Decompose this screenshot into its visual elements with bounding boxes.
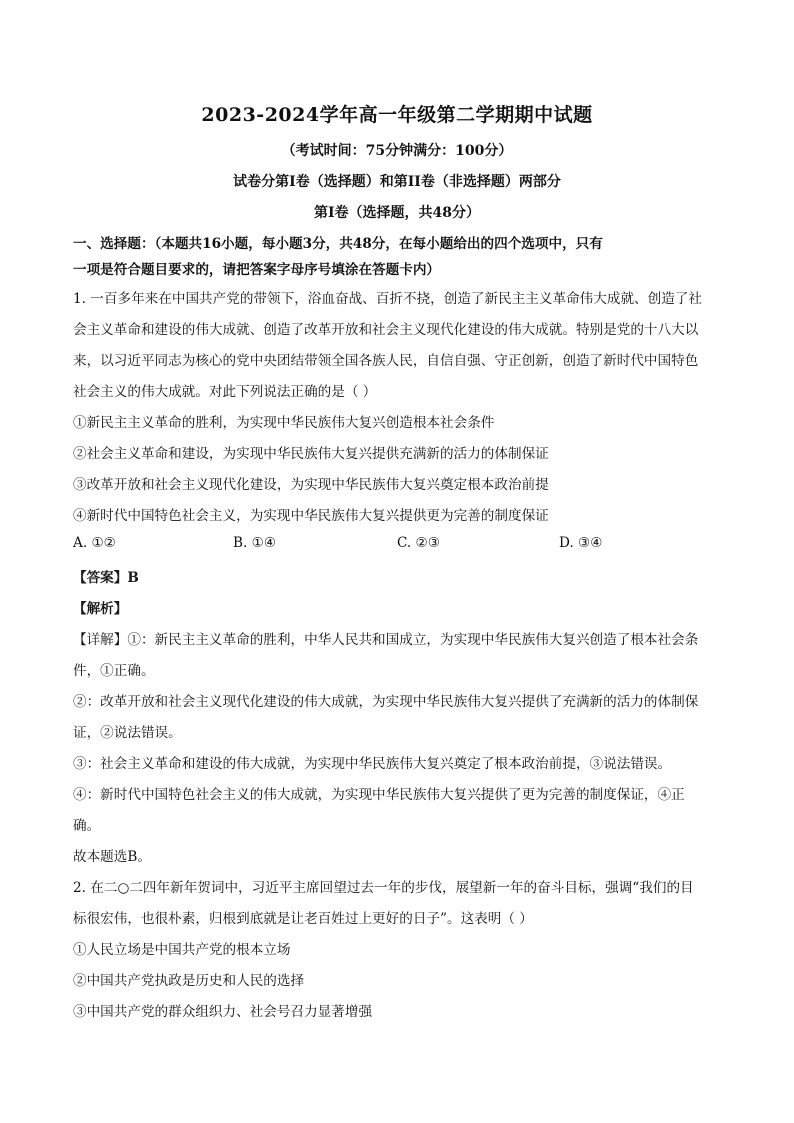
q1-option-c[interactable]: C. ②③ bbox=[397, 535, 440, 551]
q1-stem-line: 1. 一百多年来在中国共产党的带领下，浴血奋战、百折不挠，创造了新民主主义革命伟大成就、创造了社 bbox=[73, 291, 703, 307]
q1-stem-line: 会主义革命和建设的伟大成就、创造了改革开放和社会主义现代化建设的伟大成就。特别是党的十八大以 bbox=[73, 322, 699, 338]
q1-option-d[interactable]: D. ③④ bbox=[559, 535, 603, 551]
q1-statement-4: ④新时代中国特色社会主义，为实现中华民族伟大复兴提供更为完善的制度保证 bbox=[73, 508, 549, 524]
q1-analysis-label: 【解析】 bbox=[73, 601, 128, 617]
q2-statement-1: ①人民立场是中国共产党的根本立场 bbox=[73, 942, 291, 958]
q2-statement-2: ②中国共产党执政是历史和人民的选择 bbox=[73, 973, 305, 989]
q2-stem-line: 2. 在二○二四年新年贺词中，习近平主席回望过去一年的步伐，展望新一年的奋斗目标，强调“我们的目 bbox=[73, 880, 694, 896]
q1-answer: 【答案】B bbox=[73, 570, 139, 586]
q2-stem-line: 标很宏伟，也很朴素，归根到底就是让老百姓过上更好的日子”。这表明（ ） bbox=[73, 911, 533, 927]
q1-explanation-line: ③：社会主义革命和建设的伟大成就，为实现中华民族伟大复兴奠定了根本政治前提，③说法错误。 bbox=[73, 756, 672, 772]
q1-explanation-line: 证，②说法错误。 bbox=[73, 725, 182, 741]
q1-stem-line: 社会主义的伟大成就。对此下列说法正确的是（ ） bbox=[73, 384, 377, 400]
q1-explanation-line: 件，①正确。 bbox=[73, 663, 155, 679]
q1-statement-2: ②社会主义革命和建设，为实现中华民族伟大复兴提供充满新的活力的体制保证 bbox=[73, 446, 549, 462]
q1-explanation-line: ④：新时代中国特色社会主义的伟大成就，为实现中华民族伟大复兴提供了更为完善的制度保证，④正 bbox=[73, 787, 685, 803]
q1-statement-3: ③改革开放和社会主义现代化建设，为实现中华民族伟大复兴奠定根本政治前提 bbox=[73, 477, 549, 493]
q1-explanation-line: 确。 bbox=[73, 818, 101, 834]
parts-note: 试卷分第I卷（选择题）和第II卷（非选择题）两部分 bbox=[233, 174, 561, 190]
section-instruction-line-2: 一项是符合题目要求的，请把答案字母序号填涂在答题卡内） bbox=[73, 262, 441, 278]
q2-statement-3: ③中国共产党的群众组织力、社会号召力显著增强 bbox=[73, 1004, 373, 1020]
q1-conclusion: 故本题选B。 bbox=[73, 849, 151, 865]
q1-option-b[interactable]: B. ①④ bbox=[233, 535, 277, 551]
exam-info: （考试时间：75分钟满分：100分） bbox=[281, 143, 513, 159]
q1-statement-1: ①新民主主义革命的胜利，为实现中华民族伟大复兴创造根本社会条件 bbox=[73, 415, 495, 431]
q1-option-a[interactable]: A. ①② bbox=[73, 535, 116, 551]
page-title: 2023-2024学年高一年级第二学期期中试题 bbox=[201, 104, 593, 126]
part1-title: 第I卷（选择题，共48分） bbox=[313, 205, 481, 221]
q1-stem-line: 来，以习近平同志为核心的党中央团结带领全国各族人民，自信自强、守正创新，创造了新时代中国特色 bbox=[73, 353, 699, 369]
q1-explanation-line: 【详解】①：新民主主义革命的胜利，中华人民共和国成立，为实现中华民族伟大复兴创造了根本社会条 bbox=[73, 632, 699, 648]
section-instruction-line-1: 一、选择题：（本题共16小题，每小题3分，共48分，在每小题给出的四个选项中，只有 bbox=[73, 236, 603, 252]
q1-explanation-line: ②：改革开放和社会主义现代化建设的伟大成就，为实现中华民族伟大复兴提供了充满新的活力的体制保 bbox=[73, 694, 699, 710]
